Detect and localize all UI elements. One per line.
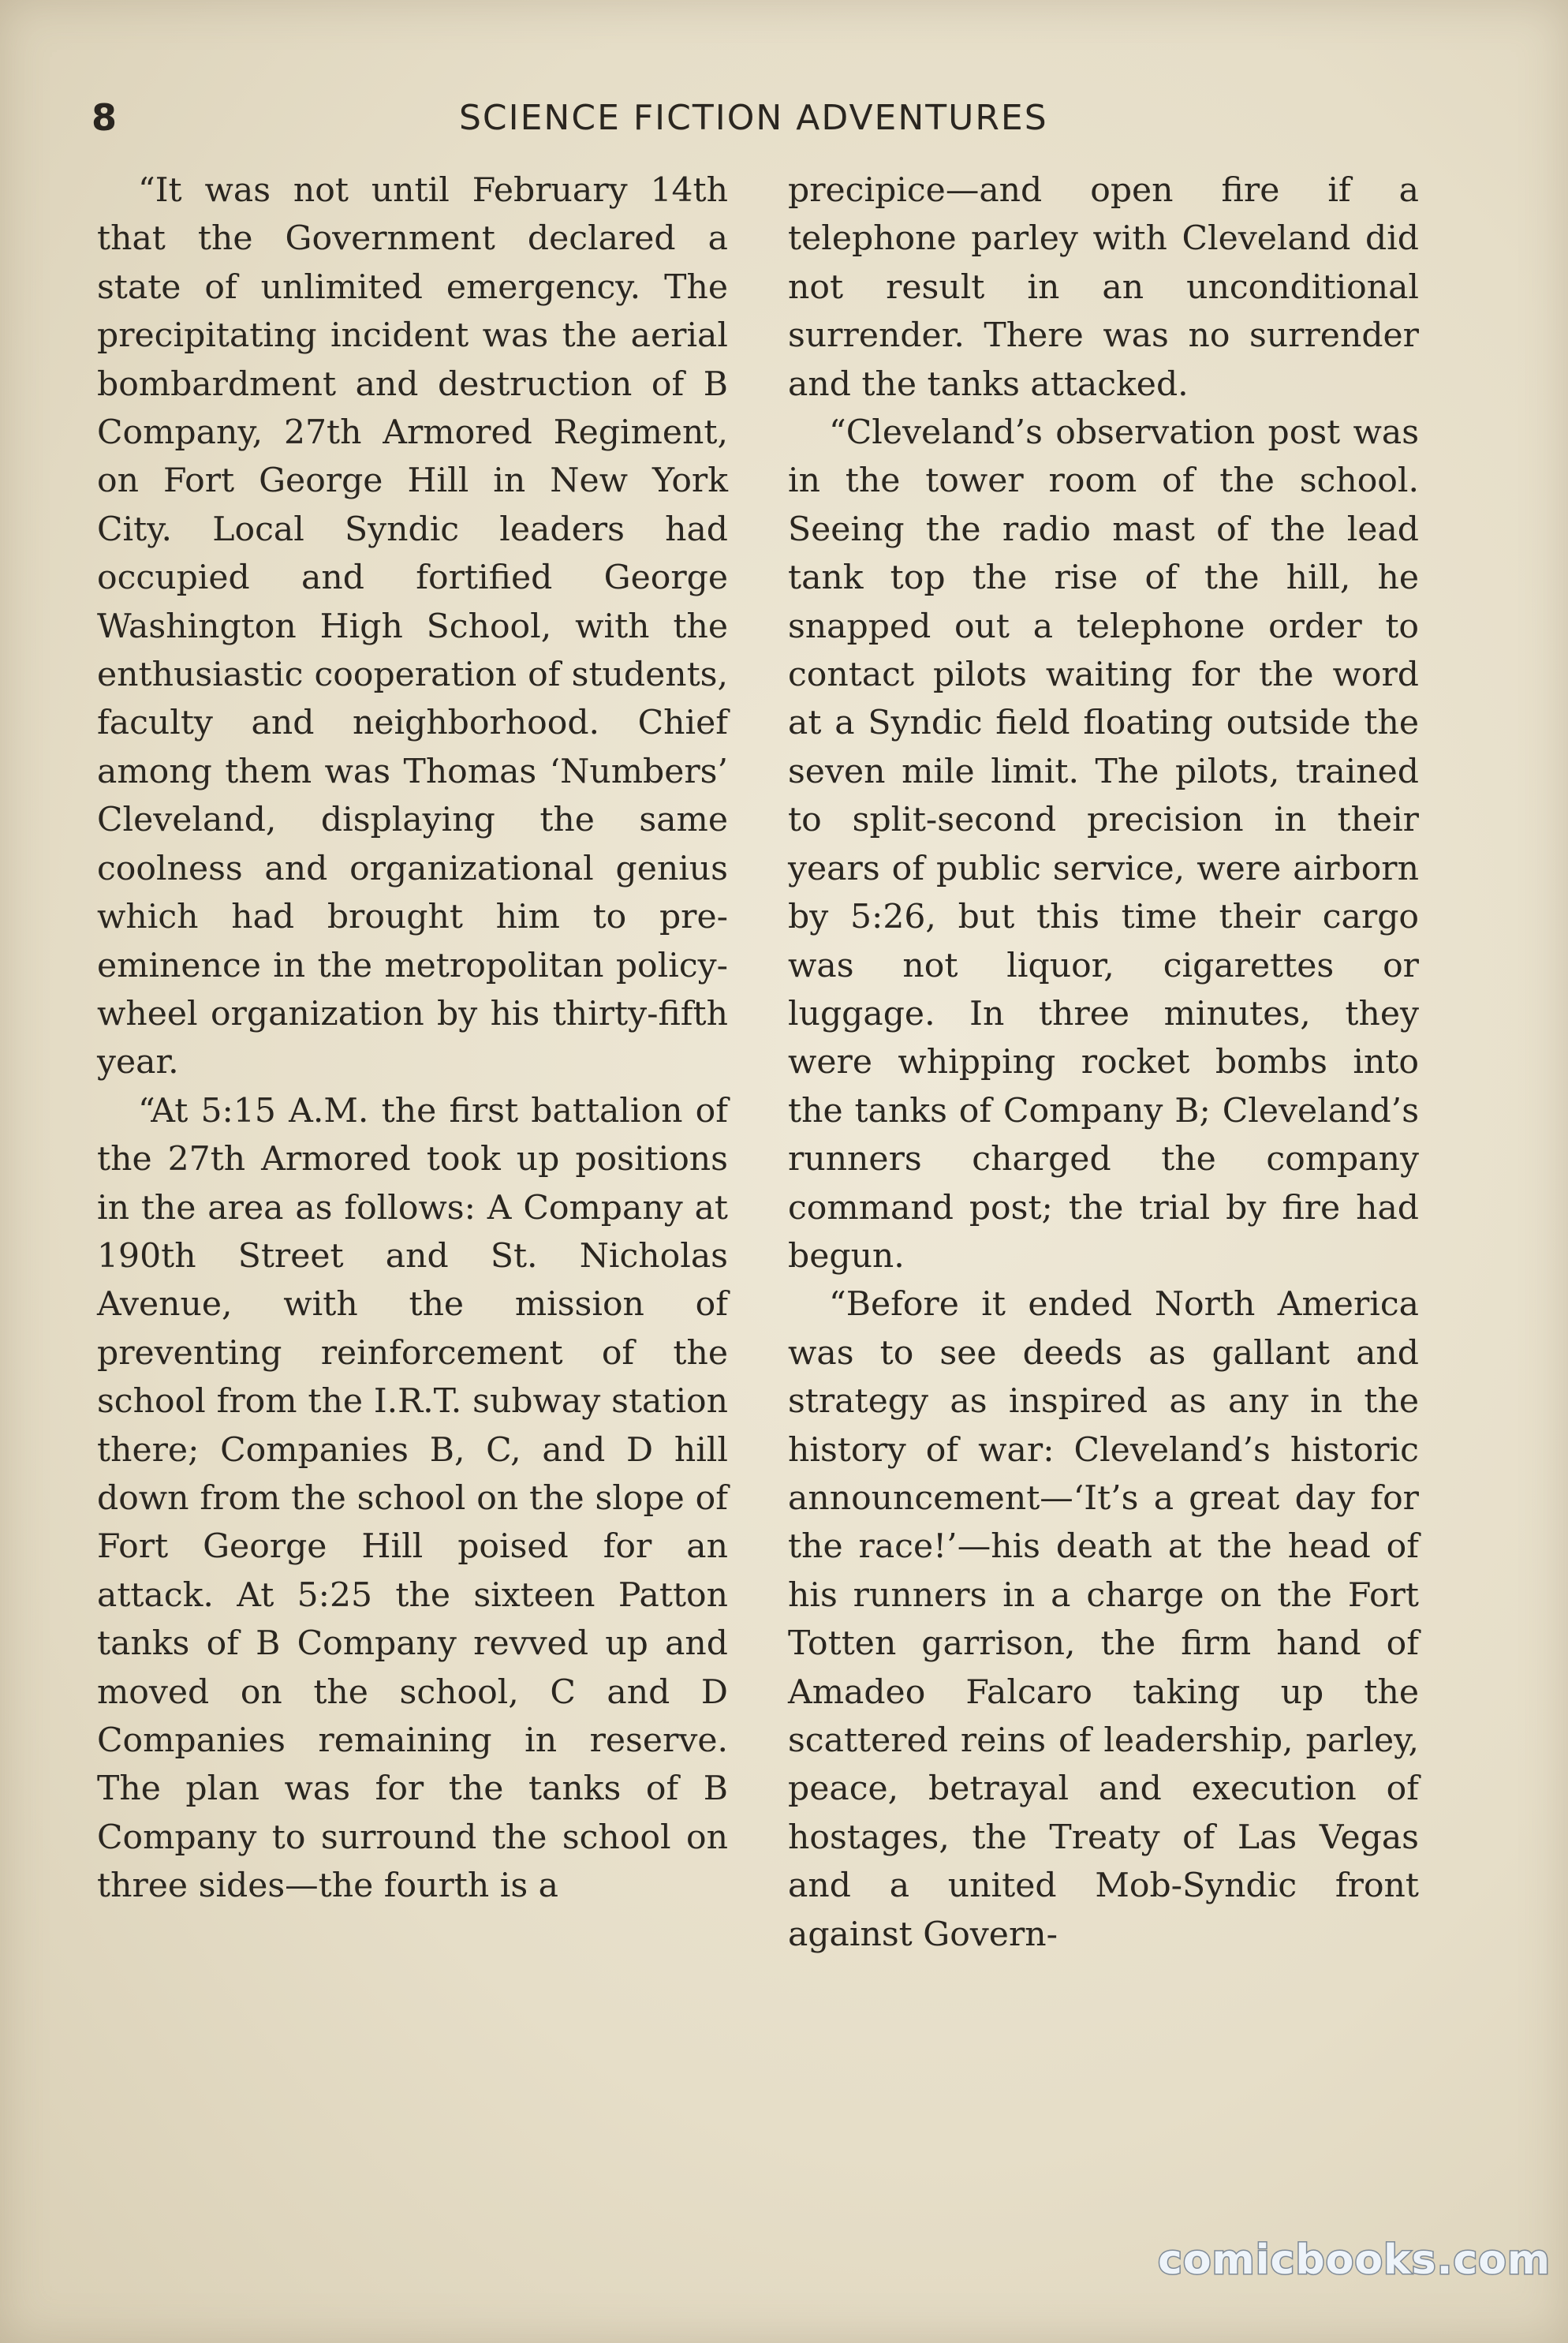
- right-column: [788, 166, 1419, 1959]
- paragraph: “It was not until February 14th that the Government declared a state of unlimited emergency. The precipitating incident was the aerial bombardment and destruction of B Company, 27th Armored Regiment, on Fort George Hill in New York City. Local Syndic leaders had occupied and fortified George Washington High School, with the enthusiastic cooperation of students, faculty and neighborhood. Chief among them was Thomas ‘Numbers’ Cleveland, displaying the same coolness and organizational genius which had brought him to pre-eminence in the metropolitan policy-wheel organization by his thirty-fifth year.: [97, 171, 728, 1082]
- paragraph: “Before it ended North America was to see deeds as gallant and strategy as inspired as any in the history of war: Cleveland’s historic announcement—‘It’s a great day for the race!’—his death at the head of his runners in a charge on the Fort Totten garrison, the firm hand of Amadeo Falcaro taking up the scattered reins of leadership, parley, peace, betrayal and execution of hostages, the Treaty of Las Vegas and a united Mob-Syndic front against Govern-: [788, 1285, 1419, 1954]
- paragraph-continued: precipice—and open fire if a telephone parley with Cleveland did not result in an unconditional surrender. There was no surrender and the tanks attacked.: [788, 171, 1419, 404]
- paragraph: “At 5:15 A.M. the first battalion of the 27th Armored took up positions in the area as follows: A Company at 190th Street and St. Nicholas Avenue, with the mission of preventing reinforcement of the school from the I.R.T. subway station there; Companies B, C, and D hill down from the school on the slope of Fort George Hill poised for an attack. At 5:25 the sixteen Patton tanks of B Company revved up and moved on the school, C and D Companies remaining in reserve. The plan was for the tanks of B Company to surround the school on three sides—the fourth is a: [97, 1091, 728, 1906]
- paragraph: “Cleveland’s observation post was in the tower room of the school. Seeing the radio mast of the lead tank top the rise of the hill, he snapped out a telephone order to contact pilots waiting for the word at a Syndic field floating outside the seven mile limit. The pilots, trained to split-second precision in their years of public service, were airborn by 5:26, but this time their cargo was not liquor, cigarettes or luggage. In three minutes, they were whipping rocket bombs into the tanks of Company B; Cleveland’s runners charged the company command post; the trial by fire had begun.: [788, 413, 1419, 1276]
- watermark-logo: comicbooks.com: [1158, 2236, 1551, 2284]
- journal-title: SCIENCE FICTION ADVENTURES: [459, 98, 1048, 138]
- page-number: 8: [91, 96, 118, 139]
- running-head: [87, 96, 1065, 151]
- left-column: [97, 166, 728, 1911]
